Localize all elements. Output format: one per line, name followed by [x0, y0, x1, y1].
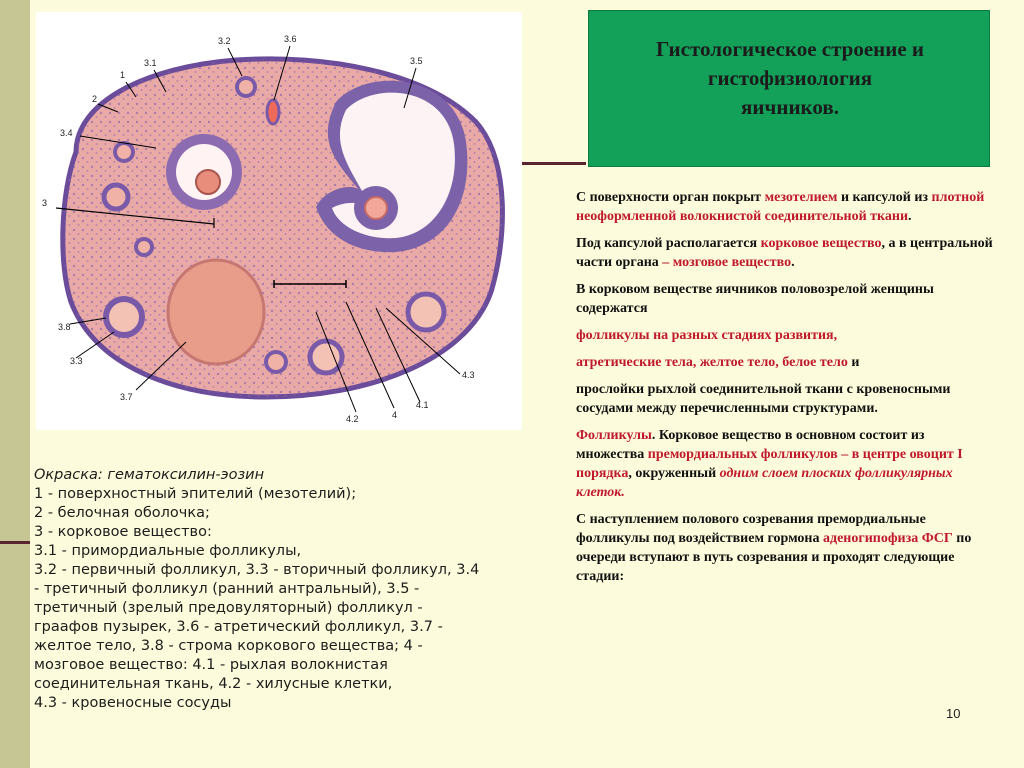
fig-label: 3.5 [410, 56, 423, 66]
paragraph-follicles: фолликулы на разных стадиях развития, [576, 328, 838, 343]
fig-label: 4.1 [416, 400, 429, 410]
ovary-drawing [36, 12, 522, 430]
secondary-follicle [106, 299, 142, 335]
fig-label: 4 [392, 410, 398, 420]
atretic-follicle [267, 100, 279, 124]
legend-line: граафов пузырек, 3.6 - атретический фолликул, 3.7 - [34, 619, 443, 635]
fig-label: 3.4 [60, 128, 73, 138]
legend-line: 1 - поверхностный эпителий (мезотелий); [34, 486, 357, 502]
ovary-histology-figure [36, 12, 522, 430]
follicle-small [104, 185, 128, 209]
primary-follicle [237, 78, 255, 96]
figure-legend [34, 466, 534, 713]
legend-line: 3 - корковое вещество: [34, 524, 212, 540]
paragraph-maturation: С наступлением полового созревания премордиальные фолликулы под воздействием гормона аденогипофиза ФСГ по очереди вступают в путь созревания и проходят следующие стадии: [576, 512, 972, 584]
fig-label: 4.3 [462, 370, 475, 380]
legend-line: соединительная ткань, 4.2 - хилусные клетки, [34, 676, 393, 692]
fig-label: 3.6 [284, 34, 297, 44]
follicle-small [136, 239, 152, 255]
left-decor-strip [0, 0, 30, 768]
paragraph-bodies: атретические тела, желтое тело, белое тело и [576, 355, 860, 370]
legend-line: третичный (зрелый предовуляторный) фолликул - [34, 600, 423, 616]
legend-line: желтое тело, 3.8 - строма коркового вещества; 4 - [34, 638, 423, 654]
oocyte [365, 197, 387, 219]
paragraph-capsule: С поверхности орган покрыт мезотелием и капсулой из плотной неоформленной волокнистой соединительной ткани. [576, 190, 985, 224]
follicle-small [408, 294, 444, 330]
fig-label: 3.8 [58, 322, 71, 332]
legend-line: 3.2 - первичный фолликул, 3.3 - вторичный фолликул, 3.4 [34, 562, 480, 578]
divider-line-left [0, 541, 30, 544]
fig-label: 3.7 [120, 392, 133, 402]
fig-label: 3.2 [218, 36, 231, 46]
follicle-small [266, 352, 286, 372]
fig-label: 3.3 [70, 356, 83, 366]
description-text [576, 188, 996, 594]
page-number: 10 [946, 706, 961, 721]
follicle-small [115, 143, 133, 161]
follicle-small [310, 341, 342, 373]
legend-line: мозговое вещество: 4.1 - рыхлая волокнистая [34, 657, 388, 673]
legend-title: Окраска: гематоксилин-эозин [34, 467, 265, 483]
fig-label: 1 [120, 70, 126, 80]
paragraph-cortex: Под капсулой располагается корковое вещество, а в центральной части органа – мозговое вещество. [576, 236, 993, 270]
title-box [588, 10, 990, 167]
fig-label: 3 [42, 198, 48, 208]
fig-label: 4.2 [346, 414, 359, 424]
divider-line [518, 162, 586, 165]
paragraph-tissue: прослойки рыхлой соединительной ткани с кровеносными сосудами между перечисленными структурами. [576, 382, 951, 416]
legend-line: 2 - белочная оболочка; [34, 505, 210, 521]
legend-line: 4.3 - кровеносные сосуды [34, 695, 232, 711]
paragraph-contents: В корковом веществе яичников половозрелой женщины содержатся [576, 282, 934, 316]
legend-line: - третичный фолликул (ранний антральный), 3.5 - [34, 581, 420, 597]
fig-label: 2 [92, 94, 98, 104]
corpus-luteum [168, 260, 264, 364]
fig-label: 3.1 [144, 58, 157, 68]
page-title: Гистологическое строение и гистофизиология яичников. [655, 37, 925, 119]
paragraph-primordial: Фолликулы. Корковое вещество в основном состоит из множества премордиальных фолликулов – в центре овоцит I порядка, окруженный одним слоем плоских фолликулярных клеток. [576, 428, 963, 500]
legend-line: 3.1 - примордиальные фолликулы, [34, 543, 302, 559]
tertiary-oocyte [196, 170, 220, 194]
